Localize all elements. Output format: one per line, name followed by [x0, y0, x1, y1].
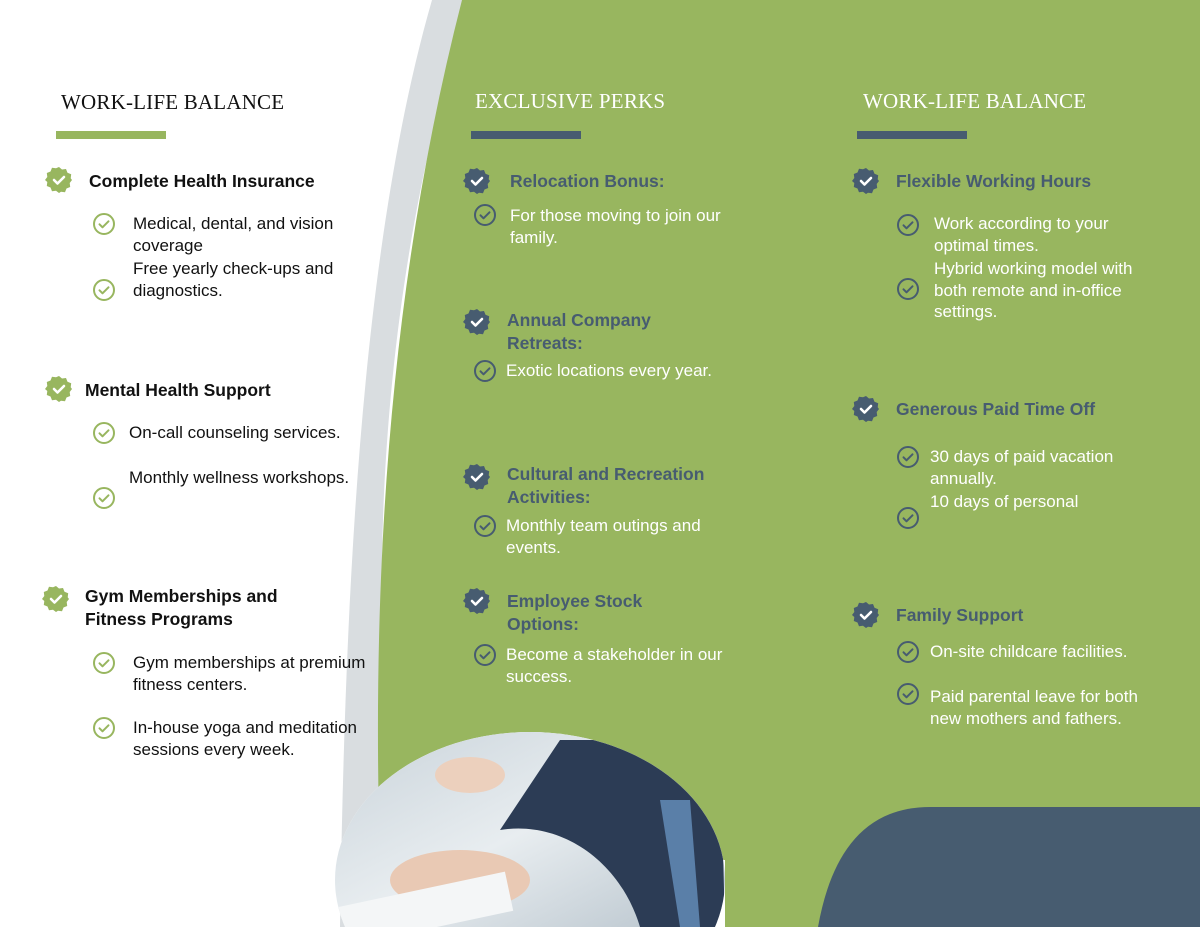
benefit-item: For those moving to join our family. [510, 206, 721, 247]
benefit-item: Work according to your optimal times. [934, 214, 1109, 255]
check-badge-icon [45, 375, 73, 403]
benefit-item: Monthly wellness workshops. [129, 468, 350, 487]
benefit-item: Hybrid working model with both remote and in-office settings. [934, 259, 1133, 321]
check-circle-icon [92, 486, 116, 510]
check-circle-icon [92, 651, 116, 675]
benefit-item: Gym memberships at premium fitness centers. [133, 653, 366, 694]
section-title: Mental Health Support [85, 380, 271, 400]
section-title: Employee Stock Options: [507, 591, 643, 634]
right-heading-underline [857, 131, 967, 139]
benefit-item: Paid parental leave for both new mothers and fathers. [930, 687, 1138, 728]
check-badge-icon [852, 601, 880, 629]
section-title: Cultural and Recreation Activities: [507, 464, 705, 507]
check-circle-icon [92, 212, 116, 236]
section-title: Complete Health Insurance [89, 171, 315, 191]
check-circle-icon [92, 421, 116, 445]
left-heading-underline [56, 131, 166, 139]
benefit-item: Monthly team outings and events. [506, 516, 701, 557]
check-circle-icon [896, 640, 920, 664]
left-heading: WORK-LIFE BALANCE [61, 90, 285, 114]
benefit-item: Become a stakeholder in our success. [506, 645, 723, 686]
check-circle-icon [896, 213, 920, 237]
navy-corner-shape [818, 807, 1200, 927]
benefit-item: Exotic locations every year. [506, 361, 712, 380]
right-heading: WORK-LIFE BALANCE [863, 89, 1087, 113]
benefit-item: On-call counseling services. [129, 423, 341, 442]
benefit-item: 10 days of personal [930, 492, 1079, 511]
check-circle-icon [92, 278, 116, 302]
check-badge-icon [463, 463, 491, 491]
benefit-item: Free yearly check-ups and diagnostics. [133, 259, 334, 300]
section-title: Relocation Bonus: [510, 171, 665, 191]
check-circle-icon [92, 716, 116, 740]
check-badge-icon [42, 585, 70, 613]
benefit-item: Medical, dental, and vision coverage [133, 214, 334, 255]
check-badge-icon [45, 166, 73, 194]
check-circle-icon [896, 277, 920, 301]
check-circle-icon [896, 445, 920, 469]
check-badge-icon [463, 308, 491, 336]
check-badge-icon [463, 167, 491, 195]
check-circle-icon [473, 514, 497, 538]
middle-heading-underline [471, 131, 581, 139]
check-circle-icon [896, 506, 920, 530]
check-circle-icon [473, 359, 497, 383]
check-circle-icon [473, 203, 497, 227]
check-badge-icon [852, 167, 880, 195]
section-title: Generous Paid Time Off [896, 399, 1096, 419]
section-title: Flexible Working Hours [896, 171, 1092, 191]
section-title: Family Support [896, 605, 1024, 625]
middle-heading: EXCLUSIVE PERKS [475, 89, 666, 113]
check-badge-icon [852, 395, 880, 423]
check-circle-icon [473, 643, 497, 667]
section-title: Gym Memberships and Fitness Programs [85, 586, 278, 629]
benefit-item: 30 days of paid vacation annually. [930, 447, 1114, 488]
benefit-item: On-site childcare facilities. [930, 642, 1128, 661]
check-badge-icon [463, 587, 491, 615]
benefit-item: In-house yoga and meditation sessions every week. [133, 718, 357, 759]
section-title: Annual Company Retreats: [507, 310, 651, 353]
check-circle-icon [896, 682, 920, 706]
